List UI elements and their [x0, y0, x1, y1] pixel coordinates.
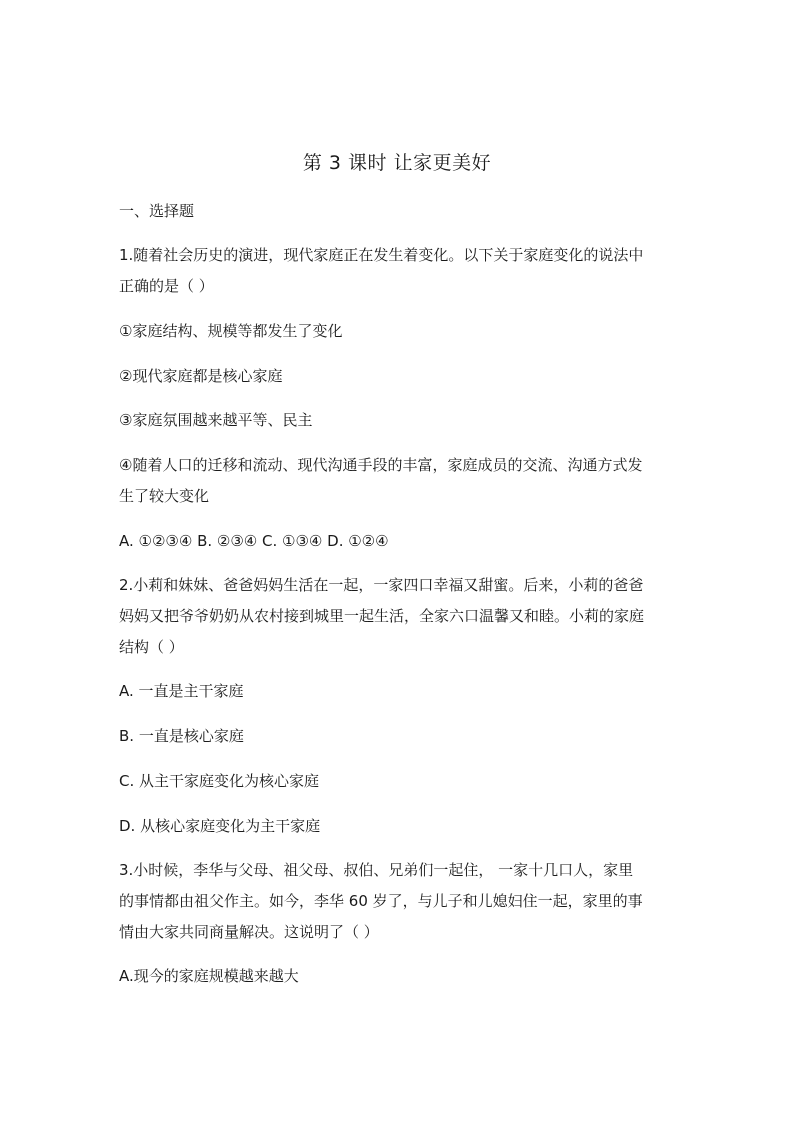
question-2-stem-line-2: 妈妈又把爷爷奶奶从农村接到城里一起生活，全家六口温馨又和睦。小莉的家庭: [119, 607, 645, 625]
question-1-stem-line-1: 1.随着社会历史的演进，现代家庭正在发生着变化。以下关于家庭变化的说法中: [119, 246, 644, 264]
question-3-stem-line-2: 的事情都由祖父作主。如今，李华 60 岁了，与儿子和儿媳妇住一起，家里的事: [119, 892, 643, 910]
question-1-statement-4-line-2: 生了较大变化: [119, 487, 210, 505]
question-2-option-c: C. 从主干家庭变化为核心家庭: [119, 772, 320, 790]
page-title: 第 3 课时 让家更美好: [302, 152, 492, 174]
question-2-stem-line-1: 2.小莉和妹妹、爸爸妈妈生活在一起，一家四口幸福又甜蜜。后来，小莉的爸爸: [119, 576, 644, 594]
question-1-statement-1: ①家庭结构、规模等都发生了变化: [119, 322, 343, 340]
question-3-stem-line-1: 3.小时候，李华与父母、祖父母、叔伯、兄弟们一起住， 一家十几口人，家里: [119, 861, 634, 879]
question-1-statement-4-line-1: ④随着人口的迁移和流动、现代沟通手段的丰富，家庭成员的交流、沟通方式发: [119, 456, 643, 474]
question-1-statement-3: ③家庭氛围越来越平等、民主: [119, 411, 313, 429]
section-heading: 一、选择题: [119, 202, 195, 220]
question-2-option-a: A. 一直是主干家庭: [119, 682, 244, 700]
question-1-statement-2: ②现代家庭都是核心家庭: [119, 367, 283, 385]
question-2-stem-line-3: 结构（ ）: [119, 638, 184, 656]
question-1-stem-line-2: 正确的是（ ）: [119, 277, 214, 295]
question-3-stem-line-3: 情由大家共同商量解决。这说明了（ ）: [119, 923, 379, 941]
question-2-option-d: D. 从核心家庭变化为主干家庭: [119, 817, 321, 835]
question-1-options: A. ①②③④ B. ②③④ C. ①③④ D. ①②④: [119, 532, 389, 550]
question-2-option-b: B. 一直是核心家庭: [119, 727, 244, 745]
question-3-option-a: A.现今的家庭规模越来越大: [119, 967, 299, 985]
